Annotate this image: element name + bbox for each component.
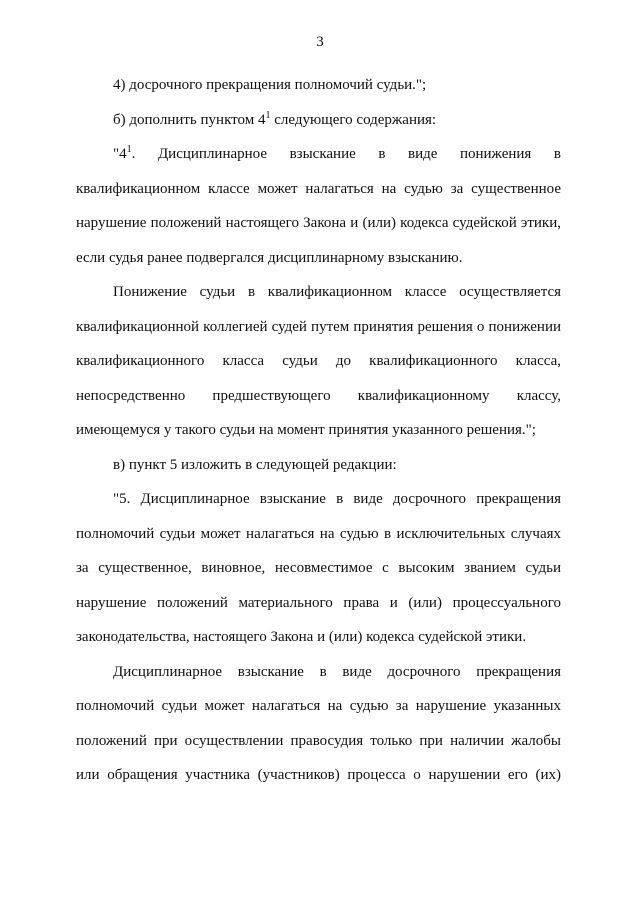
paragraph-item-5: "5. Дисциплинарное взыскание в виде досрочного прекращения полномочий судьи может налагаться на судью в исключительных случаях за существенное, виновное, несовместимое с высоким званием судьи нарушение положений материального права и (или) процессуального законодательства, настоящего Закона и (или) кодекса судейской этики. bbox=[76, 491, 561, 645]
document-body bbox=[76, 68, 561, 793]
paragraph-amend-b bbox=[76, 103, 561, 138]
paragraph-amend-b-rest: следующего содержания: bbox=[270, 111, 437, 128]
item-4-1-number: "4 bbox=[113, 146, 127, 162]
superscript: 1 bbox=[265, 109, 271, 121]
paragraph-amend-v: в) пункт 5 изложить в следующей редакции: bbox=[113, 456, 397, 473]
paragraph-amend-b-text: б) дополнить пунктом 4 bbox=[113, 111, 266, 128]
superscript: 1 bbox=[126, 144, 132, 155]
paragraph-item-4: 4) досрочного прекращения полномочий судьи."; bbox=[113, 77, 427, 93]
page-number: 3 bbox=[316, 34, 324, 50]
paragraph-item-4-1 bbox=[76, 137, 561, 275]
paragraph-early-termination: Дисциплинарное взыскание в виде досрочного прекращения полномочий судьи может налагаться на судью за нарушение указанных положений при осуществлении правосудия только при наличии жалобы или обращения участника (участников) процесса о нарушении его (их) bbox=[76, 663, 561, 783]
paragraph-demotion: Понижение судьи в квалификационном классе осуществляется квалификационной коллегией судей путем принятия решения о понижении квалификационного класса судьи до квалификационного класса, непосредственно предшествующего квалификационному классу, имеющемуся у такого судьи на момент принятия указанного решения."; bbox=[76, 284, 561, 438]
item-4-1-text: . Дисциплинарное взыскание в виде понижения в квалификационном классе может налагаться на судью за существенное нарушение положений настоящего Закона и (или) кодекса судейской этики, если судья ранее подвергался дисциплинарному взысканию. bbox=[76, 146, 561, 266]
